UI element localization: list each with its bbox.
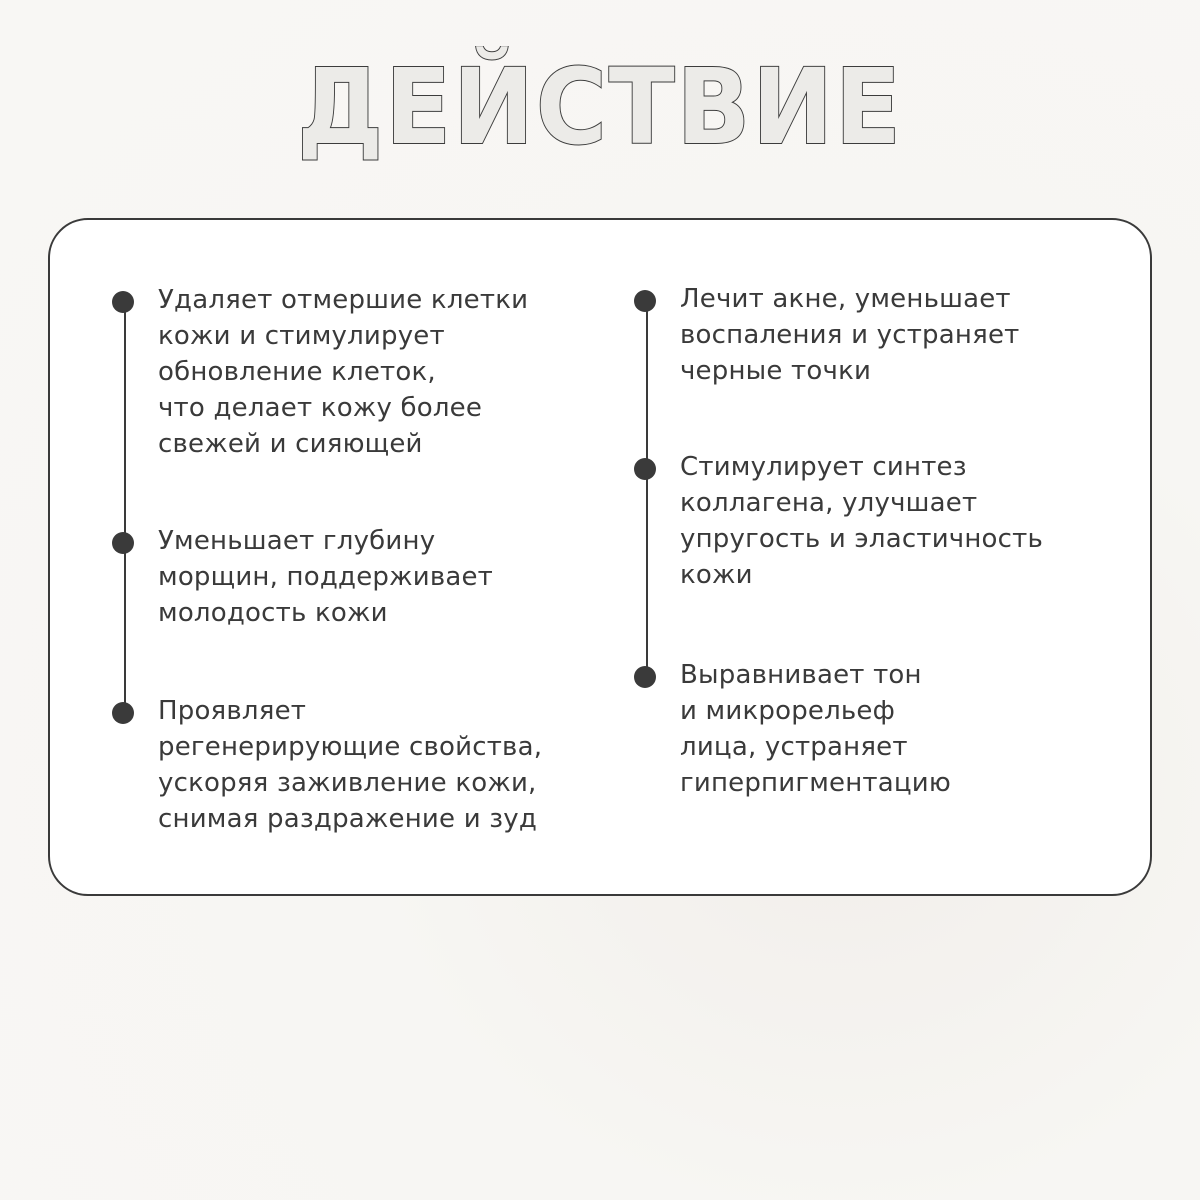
benefit-item: [158, 282, 598, 462]
benefit-item: [680, 449, 1120, 593]
page-title: ДЕЙСТВИЕ: [297, 46, 903, 168]
benefit-text: Лечит акне, уменьшает воспаления и устраняет черные точки: [680, 284, 1020, 386]
right-timeline-line: [646, 300, 648, 677]
benefit-text: Выравнивает тон и микрорельеф лица, устраняет гиперпигментацию: [680, 660, 951, 798]
bullet-dot-icon: [634, 458, 656, 480]
benefit-text: Удаляет отмершие клетки кожи и стимулирует обновление клеток, что делает кожу более свежей и сияющей: [158, 285, 529, 459]
benefits-card: [48, 218, 1152, 896]
benefit-item: [158, 693, 598, 837]
benefit-text: Проявляет регенерирующие свойства, ускоряя заживление кожи, снимая раздражение и зуд: [158, 696, 543, 834]
bullet-dot-icon: [112, 291, 134, 313]
bullet-dot-icon: [634, 290, 656, 312]
left-timeline-line: [124, 302, 126, 714]
benefit-item: [680, 281, 1120, 389]
benefit-text: Уменьшает глубину морщин, поддерживает молодость кожи: [158, 526, 494, 628]
bullet-dot-icon: [634, 666, 656, 688]
bullet-dot-icon: [112, 532, 134, 554]
benefit-item: [680, 657, 1120, 801]
benefit-item: [158, 523, 598, 631]
bullet-dot-icon: [112, 702, 134, 724]
benefit-text: Стимулирует синтез коллагена, улучшает упругость и эластичность кожи: [680, 452, 1044, 590]
